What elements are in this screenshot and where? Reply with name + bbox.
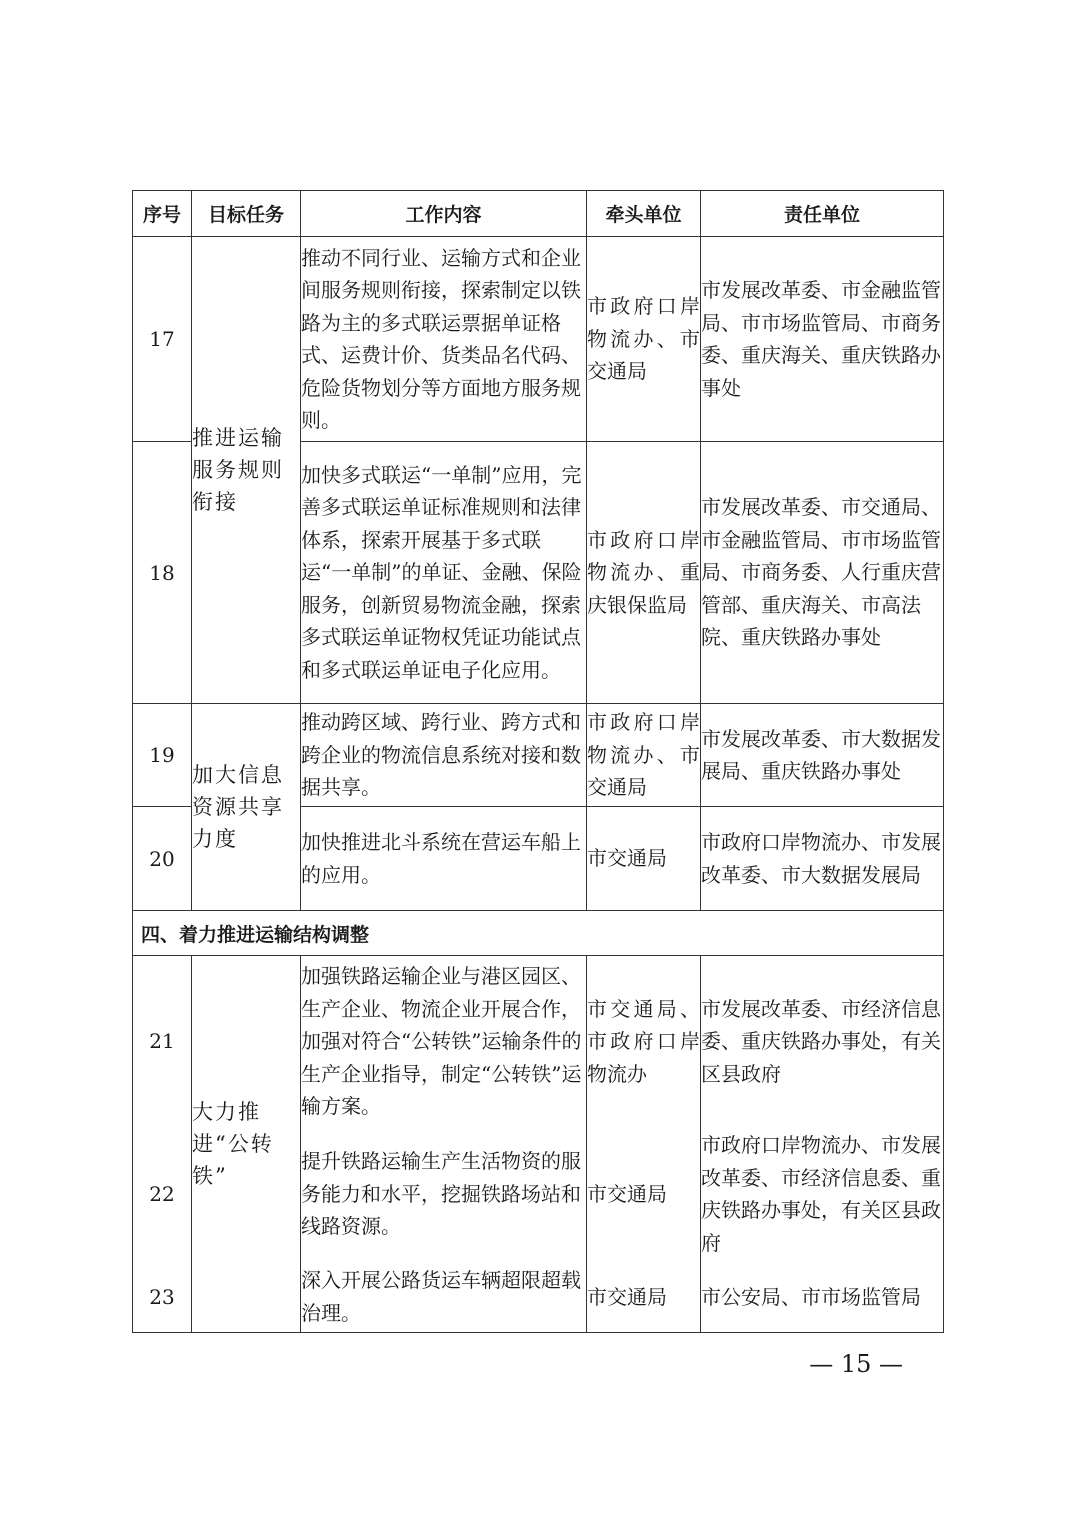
section-row xyxy=(133,911,944,956)
header-content: 工作内容 xyxy=(301,191,587,237)
row-serial: 23 xyxy=(133,1262,192,1333)
page-number: — 15 — xyxy=(809,1350,903,1378)
table-header-row xyxy=(133,191,944,237)
row-lead-unit: 市交通局 xyxy=(587,1127,701,1262)
row-lead-unit: 市政府口岸物流办、市交通局 xyxy=(587,704,701,807)
header-responsible-unit: 责任单位 xyxy=(701,191,944,237)
row-responsible-unit: 市公安局、市市场监管局 xyxy=(701,1262,944,1333)
row-content: 提升铁路运输生产生活物资的服务能力和水平，挖掘铁路场站和线路资源。 xyxy=(301,1127,587,1262)
goal-cell: 加大信息资源共享力度 xyxy=(192,704,301,911)
row-lead-unit: 市政府口岸物流办、重庆银保监局 xyxy=(587,442,701,704)
row-responsible-unit: 市政府口岸物流办、市发展改革委、市大数据发展局 xyxy=(701,807,944,911)
goal-cell: 大力推进“公转铁” xyxy=(192,956,301,1333)
header-goal: 目标任务 xyxy=(192,191,301,237)
row-responsible-unit: 市发展改革委、市交通局、市金融监管局、市市场监管局、市商务委、人行重庆营管部、重庆海关、市高法院、重庆铁路办事处 xyxy=(701,442,944,704)
row-content: 加强铁路运输企业与港区园区、生产企业、物流企业开展合作，加强对符合“公转铁”运输条件的生产企业指导，制定“公转铁”运输方案。 xyxy=(301,956,587,1127)
row-serial: 20 xyxy=(133,807,192,911)
row-responsible-unit: 市发展改革委、市经济信息委、重庆铁路办事处，有关区县政府 xyxy=(701,956,944,1127)
row-content: 加快推进北斗系统在营运车船上的应用。 xyxy=(301,807,587,911)
row-lead-unit: 市交通局 xyxy=(587,1262,701,1333)
row-responsible-unit: 市政府口岸物流办、市发展改革委、市经济信息委、重庆铁路办事处，有关区县政府 xyxy=(701,1127,944,1262)
task-table xyxy=(132,190,944,1333)
row-lead-unit: 市交通局 xyxy=(587,807,701,911)
row-content: 加快多式联运“一单制”应用，完善多式联运单证标准规则和法律体系，探索开展基于多式联运“一单制”的单证、金融、保险服务，创新贸易物流金融，探索多式联运单证物权凭证功能试点和多式联运单证电子化应用。 xyxy=(301,442,587,704)
table-row xyxy=(133,956,944,1127)
section-heading: 四、着力推进运输结构调整 xyxy=(133,911,944,956)
row-serial: 22 xyxy=(133,1127,192,1262)
row-lead-unit: 市政府口岸物流办、市交通局 xyxy=(587,237,701,442)
row-serial: 19 xyxy=(133,704,192,807)
row-lead-unit: 市交通局、市政府口岸物流办 xyxy=(587,956,701,1127)
table-row xyxy=(133,704,944,807)
table-row xyxy=(133,237,944,442)
row-responsible-unit: 市发展改革委、市大数据发展局、重庆铁路办事处 xyxy=(701,704,944,807)
row-responsible-unit: 市发展改革委、市金融监管局、市市场监管局、市商务委、重庆海关、重庆铁路办事处 xyxy=(701,237,944,442)
row-content: 推动不同行业、运输方式和企业间服务规则衔接，探索制定以铁路为主的多式联运票据单证格式、运费计价、货类品名代码、危险货物划分等方面地方服务规则。 xyxy=(301,237,587,442)
row-content: 深入开展公路货运车辆超限超载治理。 xyxy=(301,1262,587,1333)
header-lead-unit: 牵头单位 xyxy=(587,191,701,237)
row-serial: 21 xyxy=(133,956,192,1127)
row-serial: 17 xyxy=(133,237,192,442)
goal-cell: 推进运输服务规则衔接 xyxy=(192,237,301,704)
row-serial: 18 xyxy=(133,442,192,704)
header-serial: 序号 xyxy=(133,191,192,237)
row-content: 推动跨区域、跨行业、跨方式和跨企业的物流信息系统对接和数据共享。 xyxy=(301,704,587,807)
